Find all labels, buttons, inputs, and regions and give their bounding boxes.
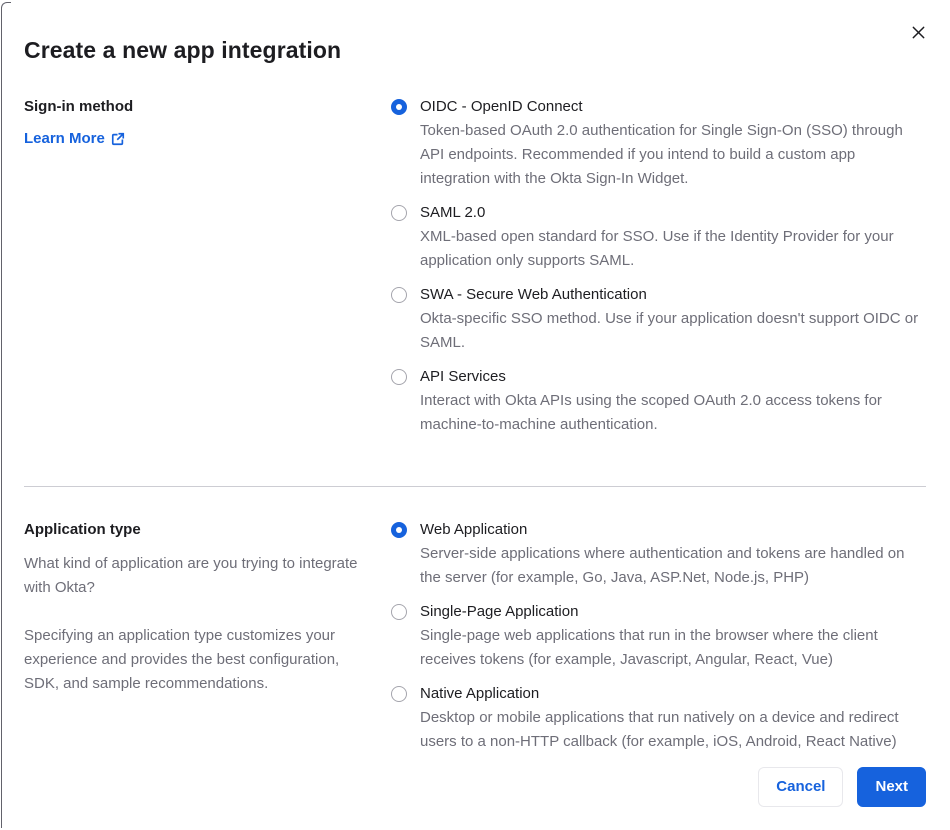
- option-label-native-application[interactable]: Native Application: [420, 685, 540, 702]
- option-label-swa[interactable]: SWA - Secure Web Authentication: [420, 286, 647, 303]
- dialog-title: Create a new app integration: [24, 37, 342, 63]
- option-label-single-page-application[interactable]: Single-Page Application: [420, 603, 579, 620]
- radio-single-page-application[interactable]: [391, 604, 407, 620]
- signin-method-left: [24, 95, 367, 447]
- radio-swa[interactable]: [391, 287, 407, 303]
- learn-more-label: Learn More: [24, 130, 105, 147]
- option-desc-native-application: Desktop or mobile applications that run natively on a device and redirect users to a non-HTTP callback (for example, iOS, Android, React Native): [420, 709, 899, 750]
- application-type-question: What kind of application are you trying to integrate with Okta?: [24, 555, 358, 596]
- signin-option-saml[interactable]: [391, 201, 926, 273]
- application-type-section: [24, 518, 926, 764]
- next-button[interactable]: Next: [857, 767, 926, 807]
- option-desc-swa: Okta-specific SSO method. Use if your application doesn't support OIDC or SAML.: [420, 310, 919, 351]
- option-label-oidc[interactable]: OIDC - OpenID Connect: [420, 98, 583, 115]
- apptype-option-spa[interactable]: [391, 600, 926, 672]
- option-label-api-services[interactable]: API Services: [420, 368, 506, 385]
- apptype-option-native[interactable]: [391, 682, 926, 754]
- apptype-option-web[interactable]: [391, 518, 926, 590]
- external-link-icon: [111, 132, 125, 146]
- option-desc-oidc: Token-based OAuth 2.0 authentication for Single Sign-On (SSO) through API endpoints. Recommended if you intend to build a custom app integration with the Okta Sign-In Widget.: [420, 122, 903, 187]
- option-label-saml[interactable]: SAML 2.0: [420, 204, 486, 221]
- radio-native-application[interactable]: [391, 686, 407, 702]
- option-desc-single-page-application: Single-page web applications that run in the browser where the client receives tokens (for example, Javascript, Angular, React, Vue): [420, 627, 878, 668]
- option-desc-web-application: Server-side applications where authentication and tokens are handled on the server (for example, Go, Java, ASP.Net, Node.js, PHP): [420, 545, 905, 586]
- radio-api-services[interactable]: [391, 369, 407, 385]
- learn-more-link[interactable]: [24, 130, 125, 147]
- application-type-left: [24, 518, 367, 764]
- application-type-heading: Application type: [24, 521, 141, 538]
- signin-method-section: [24, 95, 926, 447]
- application-type-options: [391, 518, 926, 764]
- signin-option-swa[interactable]: [391, 283, 926, 355]
- radio-oidc[interactable]: [391, 99, 407, 115]
- signin-method-heading: Sign-in method: [24, 98, 134, 115]
- radio-web-application[interactable]: [391, 522, 407, 538]
- cancel-button[interactable]: Cancel: [758, 767, 843, 807]
- signin-option-oidc[interactable]: [391, 95, 926, 191]
- signin-option-api-services[interactable]: [391, 365, 926, 437]
- close-button[interactable]: [907, 21, 929, 43]
- radio-saml[interactable]: [391, 205, 407, 221]
- option-label-web-application[interactable]: Web Application: [420, 521, 528, 538]
- section-divider: [24, 486, 926, 487]
- option-desc-api-services: Interact with Okta APIs using the scoped OAuth 2.0 access tokens for machine-to-machine authentication.: [420, 392, 882, 433]
- dialog-footer: [758, 767, 926, 807]
- option-desc-saml: XML-based open standard for SSO. Use if the Identity Provider for your application only supports SAML.: [420, 228, 894, 269]
- close-icon: [911, 25, 926, 40]
- signin-method-options: [391, 95, 926, 447]
- application-type-note: Specifying an application type customizes your experience and provides the best configuration, SDK, and sample recommendations.: [24, 627, 340, 692]
